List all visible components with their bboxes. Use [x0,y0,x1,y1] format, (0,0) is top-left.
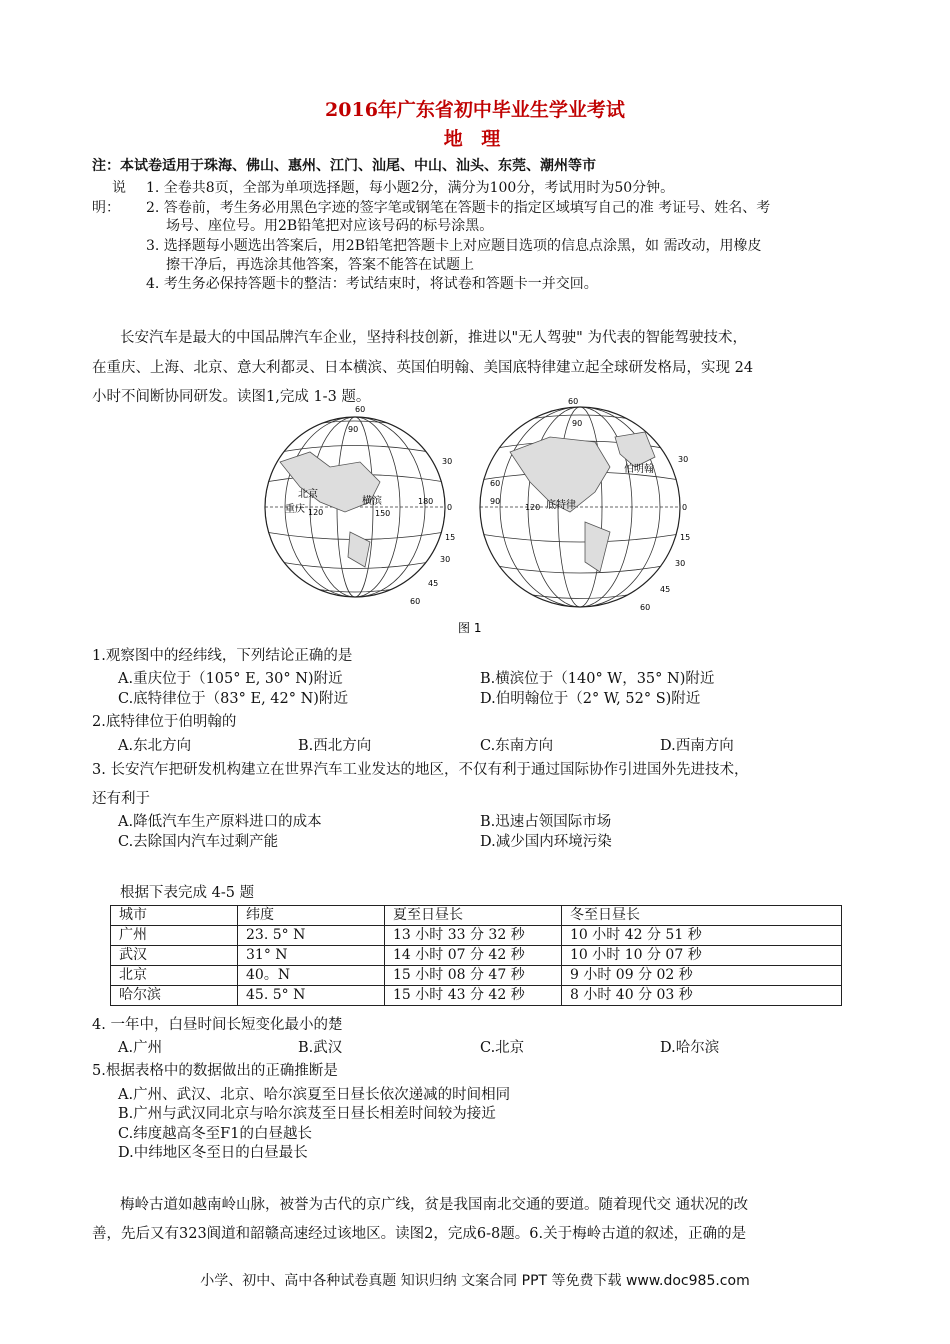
q1-option-a: A.重庆位于（105° E, 30° N)附近 [118,671,343,687]
table-cell: 40。N [238,966,385,986]
place-yokohama: 横滨 [362,496,382,507]
q3-option-a: A.降低汽车生产原料进口的成本 [118,814,322,830]
q3-stem-continued: 还有利于 [92,791,150,807]
instruction-item: 场号、座位号。用2B铅笔把对应该号码的标号涂黑。 [166,218,494,234]
figure-1-caption: 图 1 [458,621,482,635]
exam-title: 2016年广东省初中毕业生学业考试 [325,99,625,121]
globe-label: 180 [418,497,434,506]
table-cell: 10 小时 10 分 07 秒 [562,946,842,966]
exam-note: 注：本试卷适用于珠海、佛山、惠州、江门、汕尾、中山、汕头、东莞、潮州等市 [92,158,596,174]
globe-label: 150 [375,509,391,518]
table-cell: 23. 5° N [238,926,385,946]
globe-label: 30 [678,455,689,464]
table-header-row [111,906,842,926]
q2-option-b: B.西北方向 [298,738,372,754]
globe-label: 15 [680,533,691,542]
table-cell: 9 小时 09 分 02 秒 [562,966,842,986]
globe-label: 90 [348,425,359,434]
instruction-item: 4. 考生务必保持答题卡的整洁：考试结束时，将试卷和答题卡一并交回。 [146,276,598,292]
globe-label: 0 [682,503,688,512]
q5-option-b: B.广州与武汉同北京与哈尔滨芨至日昼长相差时间较为接近 [118,1106,496,1122]
globe-label: 30 [675,559,686,568]
globe-label: 30 [440,555,451,564]
globe-label: 0 [447,503,453,512]
table-row [111,926,842,946]
q3-option-b: B.迅速占领国际市场 [480,814,612,830]
table-header: 夏至日昼长 [385,906,562,926]
table-cell: 45. 5° N [238,986,385,1006]
q3-option-d: D.减少国内环境污染 [480,834,612,850]
table-header: 冬至日昼长 [562,906,842,926]
place-chongqing: 重庆 [285,504,305,515]
globe-label: 120 [308,508,324,517]
globe-label: 60 [568,397,579,406]
table-cell: 15 小时 43 分 42 秒 [385,986,562,1006]
q3-stem: 3. 长安汽乍把研发机构建立在世界汽车工业发达的地区，不仅有利于通过国际协作引进国外先进技术， [92,762,749,778]
instructions-label-1: 说 [112,180,126,196]
instruction-item: 1. 全卷共8页，全部为单项选择题，每小题2分，满分为100分，考试用时为50分钟。 [146,180,675,196]
globe-label: 60 [410,597,421,606]
table-cell: 10 小时 42 分 51 秒 [562,926,842,946]
globe-label: 60 [355,405,366,414]
q1-option-b: B.横滨位于（140° W，35° N)附近 [480,671,715,687]
globe-label: 15 [445,533,456,542]
place-beijing: 北京 [298,489,318,500]
passage1-line: 小时不间断协同研发。读图1,完成 1-3 题。 [92,389,371,405]
instruction-item: 3. 选择题每小题选出答案后，用2B铅笔把答题卡上对应题目选项的信息点涂黑，如 需改动，用橡皮 [146,238,762,254]
passage2-line: 梅岭古道如越南岭山脉，被誉为古代的京广线，贫是我国南北交通的要道。随着现代交 通状况的改 [120,1197,749,1213]
q2-stem: 2.底特律位于伯明翰的 [92,714,237,730]
globe-label: 45 [660,585,671,594]
passage1-line: 长安汽车是最大的中国品牌汽车企业，坚持科技创新，推进以"无人驾驶" 为代表的智能驾驶技术， [120,330,747,346]
q4-option-c: C.北京 [480,1040,525,1056]
table-cell: 15 小时 08 分 47 秒 [385,966,562,986]
q1-option-c: C.底特律位于（83° E, 42° N)附近 [118,691,348,707]
q5-option-d: D.中纬地区冬至日的白昼最长 [118,1145,308,1161]
table-row [111,986,842,1006]
globe-label: 90 [572,419,583,428]
table-cell: 14 小时 07 分 42 秒 [385,946,562,966]
globe-label: 60 [490,479,501,488]
instruction-item: 擦干净后，再选涂其他答案，答案不能答在试题上 [166,257,474,273]
q2-option-a: A.东北方向 [118,738,192,754]
table-header: 纬度 [238,906,385,926]
instructions-label-2: 明： [92,200,120,216]
page-footer: 小学、初中、高中各种试卷真题 知识归纳 文案合同 PPT 等免费下载 www.doc985.com [200,1273,750,1289]
table-header: 城市 [111,906,238,926]
table-intro: 根据下表完成 4-5 题 [120,885,255,901]
q5-option-a: A.广州、武汉、北京、哈尔滨夏至日昼长依次递减的时间相同 [118,1087,511,1103]
globe-label: 45 [428,579,439,588]
table-cell: 广州 [111,926,238,946]
place-detroit: 底特律 [546,500,576,511]
passage2-line: 善，先后又有323阆道和韶赣高速经过该地区。读图2，完成6-8题。6.关于梅岭古道的叙述，正确的是 [92,1226,747,1242]
place-birmingham: 伯明翰 [624,464,654,475]
q1-option-d: D.伯明翰位于（2° W, 52° S)附近 [480,691,701,707]
q3-option-c: C.去除国内汽车过剩产能 [118,834,279,850]
instruction-item: 2. 答卷前，考生务必用黑色字迹的签字笔或钢笔在答题卡的指定区域填写自己的准 考证号、姓名、考 [146,200,771,216]
q5-stem: 5.根据表格中的数据做出的正确推断是 [92,1063,338,1079]
passage1-line: 在重庆、上海、北京、意大利都灵、日本横滨、英国伯明翰、美国底特律建立起全球研发格局，实现 24 [92,360,754,376]
table-row [111,966,842,986]
table-cell: 武汉 [111,946,238,966]
right-globe [480,407,680,607]
table-cell: 哈尔滨 [111,986,238,1006]
table-cell: 8 小时 40 分 03 秒 [562,986,842,1006]
globe-label: 120 [525,503,541,512]
q5-option-c: C.纬度越高冬至F1的白昼越长 [118,1126,312,1142]
globe-label: 90 [490,497,501,506]
q4-stem: 4. 一年中，白昼时间长短变化最小的楚 [92,1017,343,1033]
table-cell: 31° N [238,946,385,966]
globe-label: 60 [640,603,651,612]
q4-option-a: A.广州 [118,1040,163,1056]
globe-label: 30 [442,457,453,466]
q2-option-d: D.西南方向 [660,738,734,754]
table-row [111,946,842,966]
q1-stem: 1.观察图中的经纬线，下列结论正确的是 [92,648,353,664]
figure-1-globes [250,392,700,640]
q2-option-c: C.东南方向 [480,738,554,754]
daylength-table [110,905,842,1006]
table-cell: 13 小时 33 分 32 秒 [385,926,562,946]
table-cell: 北京 [111,966,238,986]
q4-option-d: D.哈尔滨 [660,1040,720,1056]
q4-option-b: B.武汉 [298,1040,343,1056]
exam-subject: 地 理 [443,128,507,150]
